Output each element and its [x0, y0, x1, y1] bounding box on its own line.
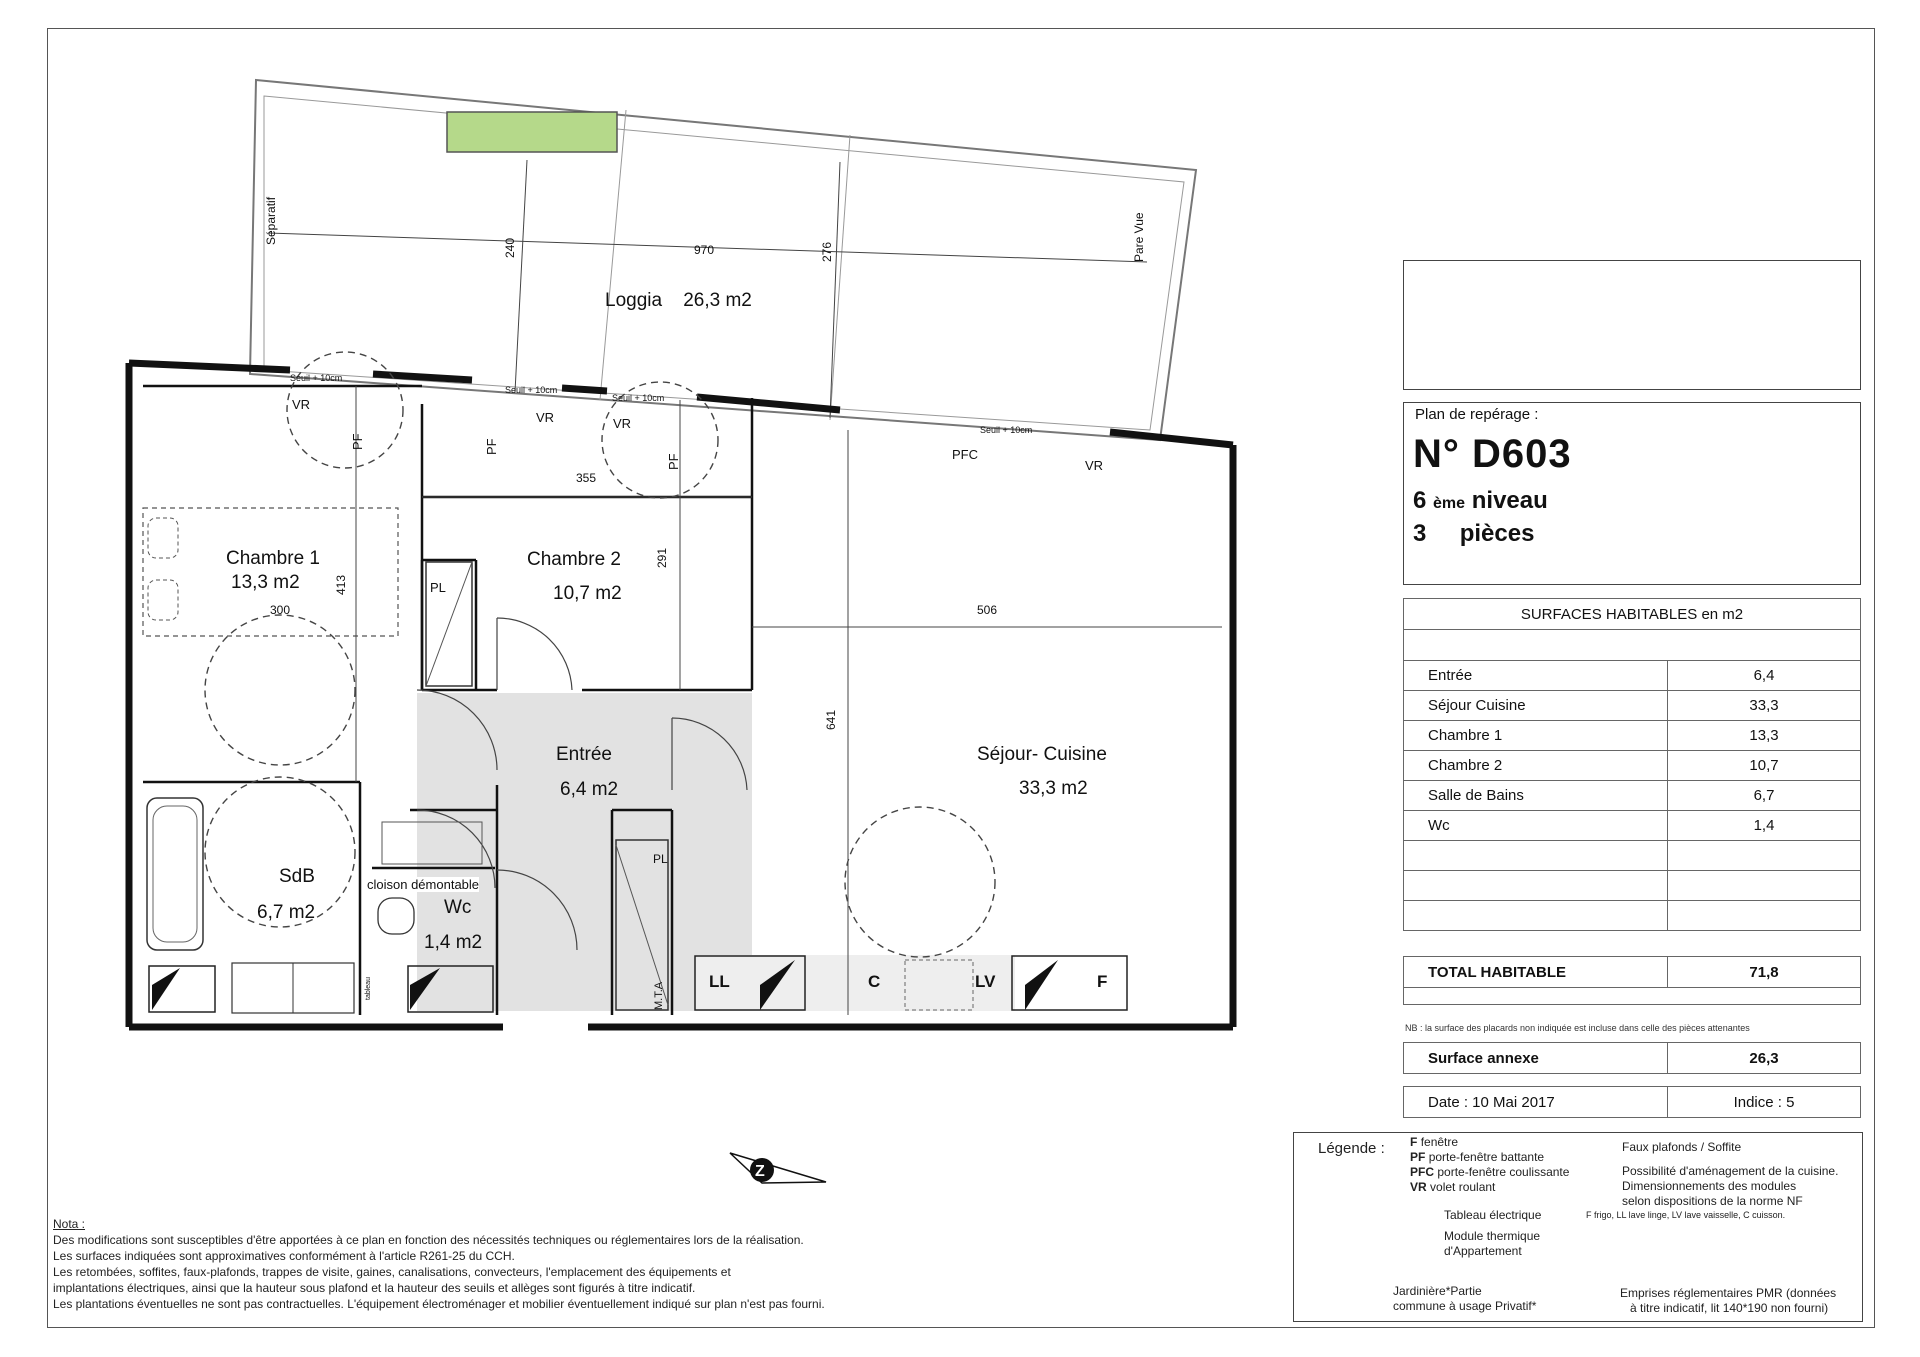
sejour-area: 33,3 m2: [1019, 778, 1088, 799]
chambre1-area: 13,3 m2: [231, 572, 300, 593]
seuil-label-3: Seuil + 10cm: [612, 393, 665, 403]
legend-pmr-2: à titre indicatif, lit 140*190 non fourni): [1630, 1301, 1829, 1315]
total-label: TOTAL HABITABLE: [1404, 957, 1668, 988]
dim-300: 300: [270, 603, 291, 617]
seuil-label-2: Seuil + 10cm: [505, 385, 558, 395]
legend-amen-4: F frigo, LL lave linge, LV lave vaisselle, C cuisson.: [1586, 1210, 1786, 1220]
shaded-entry-area: [417, 693, 670, 1011]
legend-item: PF porte-fenêtre battante: [1410, 1150, 1545, 1164]
wc-area: 1,4 m2: [424, 932, 483, 953]
vr-label-3: VR: [613, 416, 632, 431]
pf-label-3: PF: [666, 453, 681, 470]
total-table: [1403, 956, 1861, 1005]
dim-240: 240: [503, 237, 517, 258]
chambre2-name: Chambre 2: [527, 549, 621, 570]
nb-note: NB : la surface des placards non indiquée est incluse dans celle des pièces attenantes: [1405, 1023, 1750, 1033]
legend-tableau: Tableau électrique: [1444, 1208, 1542, 1222]
planter: [447, 112, 617, 152]
sejour-name: Séjour- Cuisine: [977, 744, 1107, 765]
annexe-value: 26,3: [1668, 1043, 1861, 1074]
indice-label: Indice : 5: [1668, 1087, 1861, 1118]
table-row: Entrée 6,4: [1404, 661, 1861, 691]
legend-module-1: Module thermique: [1444, 1229, 1541, 1243]
dim-276: 276: [820, 241, 834, 262]
table-row: Wc 1,4: [1404, 811, 1861, 841]
legend-title: Légende :: [1318, 1140, 1385, 1157]
chambre1-name: Chambre 1: [226, 548, 320, 569]
level-line: 6 ème niveau: [1413, 487, 1548, 514]
seuil-label-1: Seuil + 10cm: [290, 373, 343, 383]
date-label: Date : 10 Mai 2017: [1404, 1087, 1668, 1118]
pl-label-2: PL: [653, 852, 668, 866]
nota-line: Des modifications sont susceptibles d'être apportées à ce plan en fonction des nécessités techniques ou réglementaires lors de la réalisation.: [53, 1233, 804, 1247]
vr-label-4: VR: [1085, 458, 1104, 473]
pfc-label: PFC: [952, 447, 978, 462]
dim-413: 413: [334, 574, 348, 595]
legend-jardin-2: commune à usage Privatif*: [1393, 1299, 1537, 1313]
surfaces-title: SURFACES HABITABLES en m2: [1404, 599, 1861, 630]
f-label: F: [1097, 972, 1108, 991]
dim-355: 355: [576, 471, 597, 485]
rooms-line: 3 pièces: [1413, 520, 1535, 547]
dim-641: 641: [824, 709, 838, 730]
pf-label-2: PF: [484, 438, 499, 455]
tableau-label: tableau: [365, 977, 372, 1000]
legend-item: F fenêtre: [1410, 1135, 1459, 1149]
legend-amen-2: Dimensionnements des modules: [1622, 1179, 1797, 1193]
entree-area: 6,4 m2: [560, 779, 619, 800]
nota-line: Les plantations éventuelles ne sont pas contractuelles. L'équipement électroménager et mobilier éventuellement indiqué sur plan n'est pas fourni.: [53, 1297, 825, 1311]
table-row: Chambre 1 13,3: [1404, 721, 1861, 751]
nota-line: Les retombées, soffites, faux-plafonds, trappes de visite, gaines, canalisations, convecteurs, l'emplacement des équipements et: [53, 1265, 731, 1279]
dim-276-line: [830, 162, 840, 418]
north-arrow-main: [730, 1153, 826, 1183]
nota-line: Les surfaces indiquées sont approximatives conformément à l'article R261-25 du CCH.: [53, 1249, 515, 1263]
svg-text:Z: Z: [755, 1163, 765, 1180]
legend-jardin-1: Jardinière*Partie: [1393, 1284, 1482, 1298]
entree-name: Entrée: [556, 744, 612, 765]
vr-label-2: VR: [536, 410, 555, 425]
c-label: C: [868, 972, 881, 991]
chambre2-area: 10,7 m2: [553, 583, 622, 604]
toilet: [378, 898, 414, 934]
ll-label: LL: [709, 972, 730, 991]
annexe-table: [1403, 1042, 1861, 1074]
seuil-label-4: Seuil + 10cm: [980, 425, 1033, 435]
title-block-empty: [1403, 260, 1861, 390]
dim-291: 291: [655, 547, 669, 568]
cloison-label: cloison démontable: [367, 877, 480, 892]
dim-970: 970: [694, 243, 715, 257]
pare-vue-label: Pare Vue: [1132, 212, 1146, 262]
nota-line: implantations électriques, ainsi que la hauteur sous plafond et la hauteur des seuils et allèges sont figurés à titre indicatif.: [53, 1281, 696, 1295]
mta-label: M.T.A: [653, 981, 665, 1010]
table-row: Séjour Cuisine 33,3: [1404, 691, 1861, 721]
wc-name: Wc: [444, 897, 472, 918]
separatif-label: Séparatif: [264, 196, 278, 245]
total-value: 71,8: [1668, 957, 1861, 988]
loggia-label: Loggia 26,3 m2: [605, 290, 752, 311]
reperage-title: Plan de repérage :: [1415, 406, 1539, 423]
table-row: Salle de Bains 6,7: [1404, 781, 1861, 811]
legend-faux: Faux plafonds / Soffite: [1622, 1140, 1742, 1154]
date-table: [1403, 1086, 1861, 1118]
legend-item: PFC porte-fenêtre coulissante: [1410, 1165, 1570, 1179]
vr-label-1: VR: [292, 397, 311, 412]
sdb-name: SdB: [279, 866, 315, 887]
lot-number: N° D603: [1413, 432, 1572, 476]
lv-label: LV: [975, 972, 996, 991]
legend-pmr-1: Emprises réglementaires PMR (données: [1620, 1286, 1837, 1300]
legend-item: VR volet roulant: [1410, 1180, 1496, 1194]
table-row: Chambre 2 10,7: [1404, 751, 1861, 781]
pf-label-1: PF: [350, 433, 365, 450]
sdb-area: 6,7 m2: [257, 902, 316, 923]
legend-amen-3: selon dispositions de la norme NF: [1622, 1194, 1803, 1208]
dim-506: 506: [977, 603, 998, 617]
annexe-label: Surface annexe: [1404, 1043, 1668, 1074]
dim-240-line: [515, 160, 527, 392]
legend-module-2: d'Appartement: [1444, 1244, 1522, 1258]
surfaces-table: [1403, 598, 1861, 931]
legend-amen-1: Possibilité d'aménagement de la cuisine.: [1622, 1164, 1839, 1178]
pl-label-1: PL: [430, 580, 446, 595]
bathtub: [147, 798, 203, 950]
nota-block: [53, 1216, 825, 1312]
nota-title: Nota :: [53, 1217, 86, 1231]
shaded-kitchen-counter: [695, 955, 1015, 1011]
